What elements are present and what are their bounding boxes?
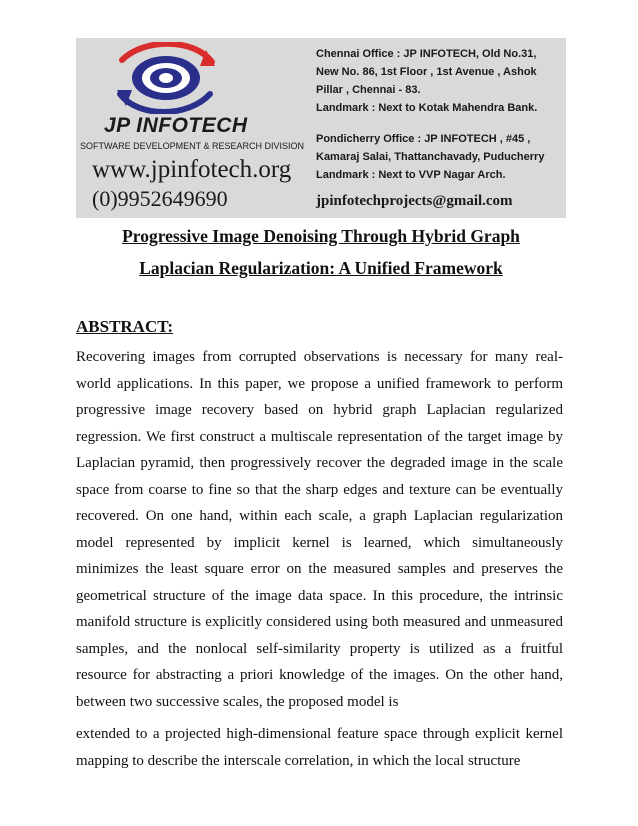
pondicherry-office-line: Kamaraj Salai, Thattanchavady, Puducherry	[316, 151, 545, 163]
contact-email[interactable]: jpinfotechprojects@gmail.com	[316, 193, 513, 209]
brand-tagline: SOFTWARE DEVELOPMENT & RESEARCH DIVISION	[80, 141, 305, 151]
brand-name: JP INFOTECH	[104, 114, 248, 137]
jp-infotech-logo-icon	[116, 42, 216, 114]
pondicherry-office-line: Pondicherry Office : JP INFOTECH , #45 ,	[316, 133, 531, 145]
website-link[interactable]: www.jpinfotech.org	[92, 156, 292, 183]
pondicherry-office-address	[316, 130, 544, 184]
paper-title-line: Laplacian Regularization: A Unified Framework	[139, 258, 503, 278]
paper-title-line: Progressive Image Denoising Through Hybrid Graph	[122, 226, 520, 246]
chennai-office-line: Landmark : Next to Kotak Mahendra Bank.	[316, 102, 538, 114]
abstract-paragraph: Recovering images from corrupted observations is necessary for many real-world applications. In this paper, we propose a unified framework to perform progressive image recovery based on hybrid graph Laplacian regularized regression. We first construct a multiscale representation of the target image by Laplacian pyramid, then progressively recover the degraded image in the scale space from coarse to fine so that the sharp edges and texture can be eventually recovered. On one hand, within each scale, a graph Laplacian regularization model represented by implicit kernel is learned, which simultaneously minimizes the least square error on the measured samples and preserves the geometrical structure of the image data space. In this procedure, the intrinsic manifold structure is explicitly considered using both measured and unmeasured samples, and the nonlocal self-similarity property is utilized as a fruitful resource for abstracting a priori knowledge of the images. On the other hand, between two successive scales, the proposed model is	[76, 349, 563, 710]
abstract-paragraph: extended to a projected high-dimensional feature space through explicit kernel mapping to describe the interscale correlation, in which the local structure	[76, 726, 563, 769]
pondicherry-office-line: Landmark : Next to VVP Nagar Arch.	[316, 169, 506, 181]
chennai-office-line: Pillar , Chennai - 83.	[316, 84, 421, 96]
chennai-office-address	[316, 45, 537, 117]
phone-number: (0)9952649690	[92, 186, 228, 211]
abstract-heading: ABSTRACT:	[76, 317, 173, 336]
chennai-office-line: New No. 86, 1st Floor , 1st Avenue , Ashok	[316, 66, 537, 78]
chennai-office-line: Chennai Office : JP INFOTECH, Old No.31,	[316, 48, 537, 60]
abstract-body	[76, 344, 563, 774]
header-banner	[76, 38, 566, 218]
paper-title	[76, 220, 566, 284]
